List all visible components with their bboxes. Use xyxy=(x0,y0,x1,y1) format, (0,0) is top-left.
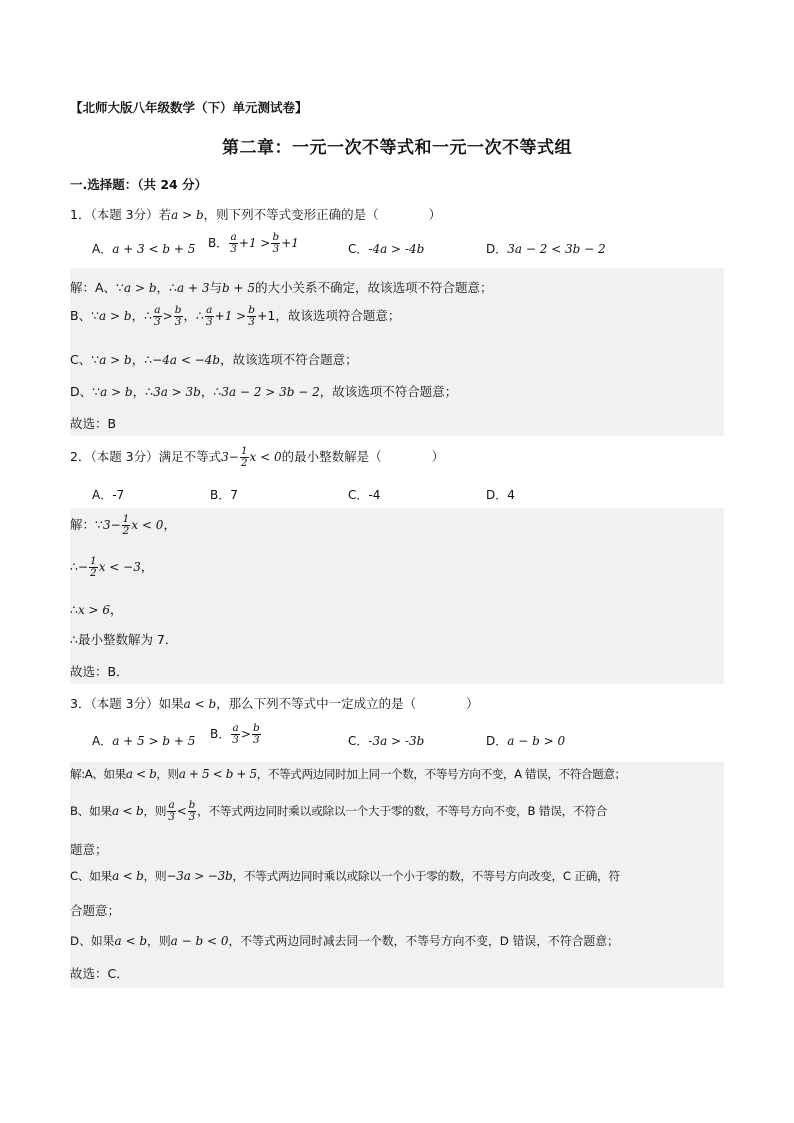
option-d[interactable]: D．4 xyxy=(486,488,515,502)
solution-line: D、∵a > b，∴3a > 3b，∴3a − 2 > 3b − 2，故该选项不符合题意； xyxy=(70,384,458,399)
solution-line: B、∵a > b，∴ $\frac{a}{3}$ > $\frac{b}{3}$ ，∴ $\frac{a}{3}$ +1 > $\frac{b}{3}$ +1，故该选项符合题意； xyxy=(70,304,401,328)
solution-line: C、∵a > b，∴−4a < −4b，故该选项不符合题意； xyxy=(70,352,358,367)
solution-line: 题意； xyxy=(70,842,108,857)
question-3-solution xyxy=(70,762,724,988)
option-d[interactable]: D．a − b > 0 xyxy=(486,734,566,748)
option-b[interactable]: B．7 xyxy=(210,488,238,502)
solution-line: 合题意； xyxy=(70,903,121,918)
answer-line: 故选：B xyxy=(70,416,117,431)
option-a[interactable]: A．a + 3 < b + 5 xyxy=(92,242,196,256)
solution-line: 解:A、如果a < b，则a + 5 < b + 5，不等式两边同时加上同一个数，不等号方向不变，A 错误，不符合题意； xyxy=(70,767,626,781)
question-2-solution xyxy=(70,508,724,684)
series-header: 【北师大版八年级数学（下）单元测试卷】 xyxy=(70,100,308,115)
solution-line: ∴− $\frac{1}{2}$ x < −3， xyxy=(70,555,154,579)
solution-line: 解：A、∵a > b，∴a + 3与b + 5的大小关系不确定，故该选项不符合题意； xyxy=(70,280,493,295)
answer-line: 故选：C． xyxy=(70,966,129,981)
option-c[interactable]: C．-4 xyxy=(348,488,381,502)
solution-line: D、如果a < b，则a − b < 0，不等式两边同时减去同一个数，不等号方向不变，D 错误，不符合题意； xyxy=(70,934,619,948)
section-heading: 一.选择题：（共 24 分） xyxy=(70,177,208,192)
solution-line: 解：∵3− $\frac{1}{2}$ x < 0， xyxy=(70,513,176,537)
option-c[interactable]: C．-3a > -3b xyxy=(348,734,425,748)
option-a[interactable]: A．a + 5 > b + 5 xyxy=(92,734,196,748)
answer-line: 故选：B． xyxy=(70,664,129,679)
question-2: 2．（本题 3分）满足不等式3− $\frac{1}{2}$ x < 0的最小整数解是（ ） xyxy=(70,445,445,469)
question-1: 1．（本题 3分）若a > b，则下列不等式变形正确的是（ ） xyxy=(70,207,442,222)
chapter-title: 第二章：一元一次不等式和一元一次不等式组 xyxy=(222,138,572,158)
solution-line: B、如果a < b，则 $\frac{a}{3}$ < $\frac{b}{3}$ ，不等式两边同时乘以或除以一个大于零的数，不等号方向不变，B 错误，不符合 xyxy=(70,799,608,823)
solution-line: C、如果a < b，则−3a > −3b，不等式两边同时乘以或除以一个小于零的数，不等号方向改变，C 正确，符 xyxy=(70,869,620,883)
option-c[interactable]: C．-4a > -4b xyxy=(348,242,425,256)
option-a[interactable]: A．-7 xyxy=(92,488,125,502)
option-b[interactable]: B． $\frac{a}{3}$ +1 > $\frac{b}{3}$ +1 xyxy=(208,231,299,255)
option-d[interactable]: D．3a − 2 < 3b − 2 xyxy=(486,242,606,256)
solution-line: ∴x > 6， xyxy=(70,602,123,617)
question-1-solution xyxy=(70,268,724,436)
question-3: 3．（本题 3分）如果a < b，那么下列不等式中一定成立的是（ ） xyxy=(70,696,479,711)
solution-line: ∴最小整数解为 7． xyxy=(70,632,178,647)
option-b[interactable]: B． $\frac{a}{3}$ > $\frac{b}{3}$ xyxy=(210,722,260,746)
